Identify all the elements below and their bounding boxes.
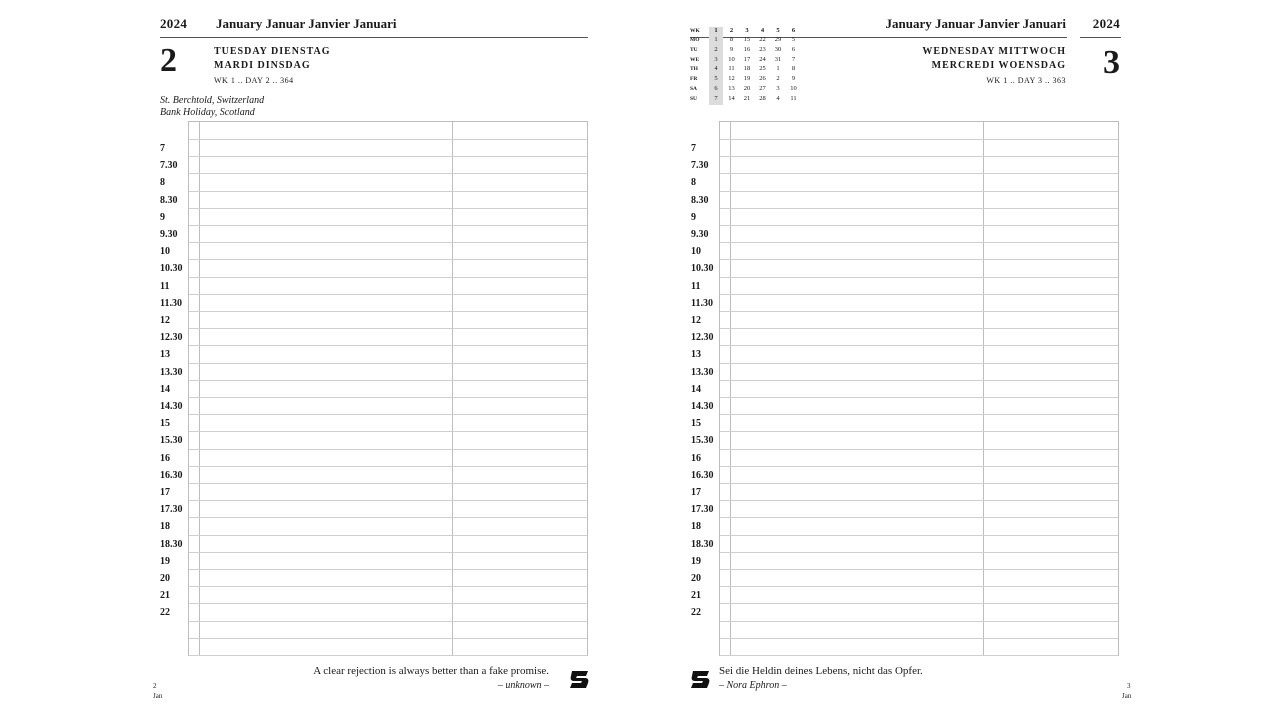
mini-calendar-date[interactable]: 24 [759,55,766,63]
schedule-row-line [189,328,587,329]
mini-calendar-date[interactable]: 10 [790,85,797,92]
time-label: 13.30 [160,366,183,378]
time-label: 12.30 [691,332,714,344]
mini-calendar-date[interactable]: 11 [728,65,735,73]
schedule-row-line [189,517,587,518]
schedule-row-line [189,569,587,570]
mini-calendar-day-label: TH [690,66,698,73]
mini-calendar-day-label: SA [690,86,698,92]
time-label: 16 [160,452,170,464]
time-label: 22 [691,607,701,619]
mini-calendar-date[interactable]: 31 [774,55,782,63]
mini-calendar-date[interactable]: 22 [759,36,766,43]
right-schedule-grid[interactable] [719,121,1119,656]
mini-calendar-date[interactable]: 4 [776,94,780,102]
schedule-row-line [720,414,1118,415]
schedule-row-line [720,483,1118,484]
left-day-name-1: TUESDAY DIENSTAG [214,46,331,57]
mini-calendar-date[interactable]: 4 [714,65,718,73]
mini-calendar-week-number: 6 [791,27,796,34]
schedule-row-line [720,156,1118,157]
right-margin-line [730,122,731,655]
schedule-row-line [720,552,1118,553]
schedule-row-line [720,586,1118,587]
mini-calendar-date[interactable]: 25 [759,65,766,73]
right-day-number: 3 [1103,44,1120,81]
schedule-row-line [720,208,1118,209]
left-page-month: Jan [153,692,163,700]
schedule-row-line [189,655,587,656]
time-label: 18 [160,521,170,533]
schedule-row-line [720,397,1118,398]
mini-calendar-date[interactable]: 23 [759,45,766,53]
time-label: 12 [691,315,701,326]
mini-calendar-date[interactable]: 15 [743,36,751,43]
time-label: 15 [160,418,170,430]
right-quote-author: – Nora Ephron – [719,680,787,691]
mini-calendar-header-label: WK [690,28,700,34]
right-day-name-1: WEDNESDAY MITTWOCH [922,46,1066,57]
mini-calendar-date[interactable]: 20 [743,85,751,92]
left-quote-author: – unknown – [497,680,549,691]
time-label: 19 [691,555,701,567]
mini-calendar-date[interactable]: 9 [729,45,734,53]
schedule-row-line [189,345,587,346]
mini-calendar-date[interactable]: 26 [759,75,766,83]
time-label: 10 [691,246,701,258]
schedule-row-line [720,380,1118,381]
time-label: 21 [691,590,701,602]
brand-logo-icon [569,670,590,690]
time-label: 20 [160,573,170,584]
time-label: 16.30 [691,469,714,481]
mini-calendar-week-number: 2 [729,27,734,34]
left-week-day-info: WK 1 .. DAY 2 .. 364 [214,76,294,85]
schedule-row-line [720,139,1118,140]
mini-calendar-date[interactable]: 8 [729,36,734,43]
mini-calendar-date[interactable]: 8 [791,65,796,73]
schedule-row-line [189,621,587,622]
schedule-row-line [720,191,1118,192]
time-label: 14 [691,383,701,395]
schedule-row-line [720,242,1118,243]
time-label: 22 [160,607,170,619]
mini-calendar-date[interactable]: 14 [728,94,735,102]
mini-calendar-date[interactable]: 27 [759,85,766,92]
time-label: 7.30 [160,160,178,172]
schedule-row-line [720,294,1118,295]
mini-calendar-date[interactable]: 11 [790,94,797,102]
schedule-row-line [720,225,1118,226]
time-label: 9.30 [691,229,709,240]
schedule-row-line [720,363,1118,364]
time-label: 8 [160,177,165,189]
time-label: 10.30 [160,263,183,275]
time-label: 8.30 [160,194,178,206]
schedule-row-line [720,277,1118,278]
schedule-row-line [720,603,1118,604]
mini-calendar-date[interactable]: 2 [776,75,780,83]
mini-calendar-week-number: 1 [714,27,718,34]
mini-calendar-date[interactable]: 2 [714,45,718,53]
schedule-row-line [189,449,587,450]
schedule-row-line [720,345,1118,346]
schedule-row-line [189,208,587,209]
mini-calendar-date[interactable]: 3 [776,85,780,92]
time-label: 10 [160,246,170,258]
time-label: 14.30 [160,401,183,412]
schedule-row-line [720,173,1118,174]
schedule-row-line [189,414,587,415]
time-label: 18 [691,521,701,533]
left-day-name-2: MARDI DINSDAG [214,60,311,71]
schedule-row-line [189,552,587,553]
time-label: 7 [160,143,165,154]
time-label: 11.30 [691,297,713,309]
schedule-row-line [189,603,587,604]
schedule-row-line [189,363,587,364]
right-month-names: January Januar Janvier Januari [885,16,1066,31]
left-schedule-grid[interactable] [188,121,588,656]
mini-calendar-day-label: SU [690,95,698,102]
right-week-day-info: WK 1 .. DAY 3 .. 363 [986,76,1066,85]
mini-calendar-day-label: WE [690,56,700,63]
mini-calendar-date[interactable]: 7 [714,94,718,102]
schedule-row-line [189,294,587,295]
schedule-row-line [720,431,1118,432]
mini-calendar-date[interactable]: 1 [714,36,718,43]
time-label: 13 [160,349,170,361]
brand-logo-icon [690,670,711,690]
mini-calendar-date[interactable]: 7 [791,55,796,63]
time-label: 9 [691,211,696,223]
mini-calendar-date[interactable]: 6 [714,85,718,92]
schedule-row-line [720,569,1118,570]
right-day-name-2: MERCREDI WOENSDAG [931,60,1066,71]
time-label: 17.30 [160,504,183,516]
time-label: 12 [160,315,170,326]
time-label: 8 [691,177,696,189]
schedule-row-line [189,535,587,536]
schedule-row-line [720,311,1118,312]
mini-calendar-date[interactable]: 19 [743,75,751,83]
time-label: 14.30 [691,401,714,412]
mini-calendar [690,27,810,107]
time-label: 18.30 [691,538,714,550]
left-margin-line [199,122,200,655]
mini-calendar-date[interactable]: 17 [743,55,751,63]
schedule-row-line [720,517,1118,518]
time-label: 15 [691,418,701,430]
schedule-row-line [189,277,587,278]
time-label: 15.30 [160,435,183,447]
time-label: 16.30 [160,469,183,481]
schedule-row-line [189,500,587,501]
mini-calendar-date[interactable]: 9 [791,75,796,83]
time-label: 11 [691,280,701,292]
time-label: 9 [160,211,165,223]
left-holiday-2: Bank Holiday, Scotland [160,107,255,118]
mini-calendar-date[interactable]: 3 [714,55,718,63]
schedule-row-line [189,586,587,587]
schedule-row-line [720,449,1118,450]
mini-calendar-week-number: 3 [745,27,749,34]
time-label: 20 [691,573,701,584]
mini-calendar-date[interactable]: 18 [743,65,751,73]
schedule-row-line [720,655,1118,656]
schedule-row-line [189,173,587,174]
schedule-row-line [720,535,1118,536]
mini-calendar-date[interactable]: 5 [714,75,718,83]
schedule-row-line [189,225,587,226]
right-column-divider [983,122,984,655]
mini-calendar-date[interactable]: 30 [774,45,782,53]
time-label: 19 [160,555,170,567]
schedule-row-line [189,156,587,157]
left-day-number: 2 [160,42,177,79]
time-label: 17.30 [691,504,714,516]
time-label: 12.30 [160,332,183,344]
time-label: 18.30 [160,538,183,550]
mini-calendar-date[interactable]: 6 [791,45,796,53]
mini-calendar-week-number: 5 [776,27,780,34]
mini-calendar-date[interactable]: 13 [728,85,735,92]
schedule-row-line [189,259,587,260]
right-page-number: 3 [1127,682,1131,690]
mini-calendar-date[interactable]: 16 [743,45,751,53]
schedule-row-line [720,328,1118,329]
time-label: 10.30 [691,263,714,275]
schedule-row-line [189,397,587,398]
time-label: 13.30 [691,366,714,378]
left-quote: A clear rejection is always better than a fake promise. [313,665,549,677]
mini-calendar-week-number: 4 [760,27,765,34]
right-year: 2024 [1092,16,1120,31]
time-label: 9.30 [160,229,178,240]
schedule-row-line [720,466,1118,467]
right-quote: Sei die Heldin deines Lebens, nicht das Opfer. [719,665,923,677]
schedule-row-line [189,466,587,467]
mini-calendar-date[interactable]: 5 [791,36,796,43]
left-column-divider [452,122,453,655]
mini-calendar-day-label: FR [690,76,698,83]
left-page-number: 2 [153,682,157,690]
left-month-names: January Januar Janvier Januari [216,16,397,31]
schedule-row-line [720,259,1118,260]
schedule-row-line [720,638,1118,639]
time-label: 16 [691,452,701,464]
right-year-rule [1080,37,1121,38]
schedule-row-line [720,621,1118,622]
time-label: 14 [160,383,170,395]
schedule-row-line [189,191,587,192]
time-label: 17 [160,487,170,498]
schedule-row-line [189,638,587,639]
schedule-row-line [189,242,587,243]
schedule-row-line [189,139,587,140]
left-header-rule [160,37,588,38]
mini-calendar-day-label: MO [690,37,700,43]
left-year: 2024 [160,16,188,31]
right-page-month: Jan [1122,692,1132,700]
time-label: 15.30 [691,435,714,447]
mini-calendar-date[interactable]: 29 [774,36,782,43]
time-label: 11.30 [160,297,182,309]
mini-calendar-date[interactable]: 21 [743,94,751,102]
schedule-row-line [189,311,587,312]
mini-calendar-date[interactable]: 10 [728,55,735,63]
time-label: 7.30 [691,160,709,172]
schedule-row-line [720,500,1118,501]
time-label: 8.30 [691,194,709,206]
mini-calendar-date[interactable]: 1 [776,65,780,73]
schedule-row-line [189,380,587,381]
time-label: 7 [691,143,696,154]
mini-calendar-day-label: TU [690,46,698,53]
time-label: 13 [691,349,701,361]
mini-calendar-date[interactable]: 28 [759,94,766,102]
schedule-row-line [189,431,587,432]
time-label: 11 [160,280,170,292]
left-holiday-1: St. Berchtold, Switzerland [160,95,265,106]
time-label: 17 [691,487,701,498]
time-label: 21 [160,590,170,602]
mini-calendar-date[interactable]: 12 [728,75,735,83]
schedule-row-line [189,483,587,484]
